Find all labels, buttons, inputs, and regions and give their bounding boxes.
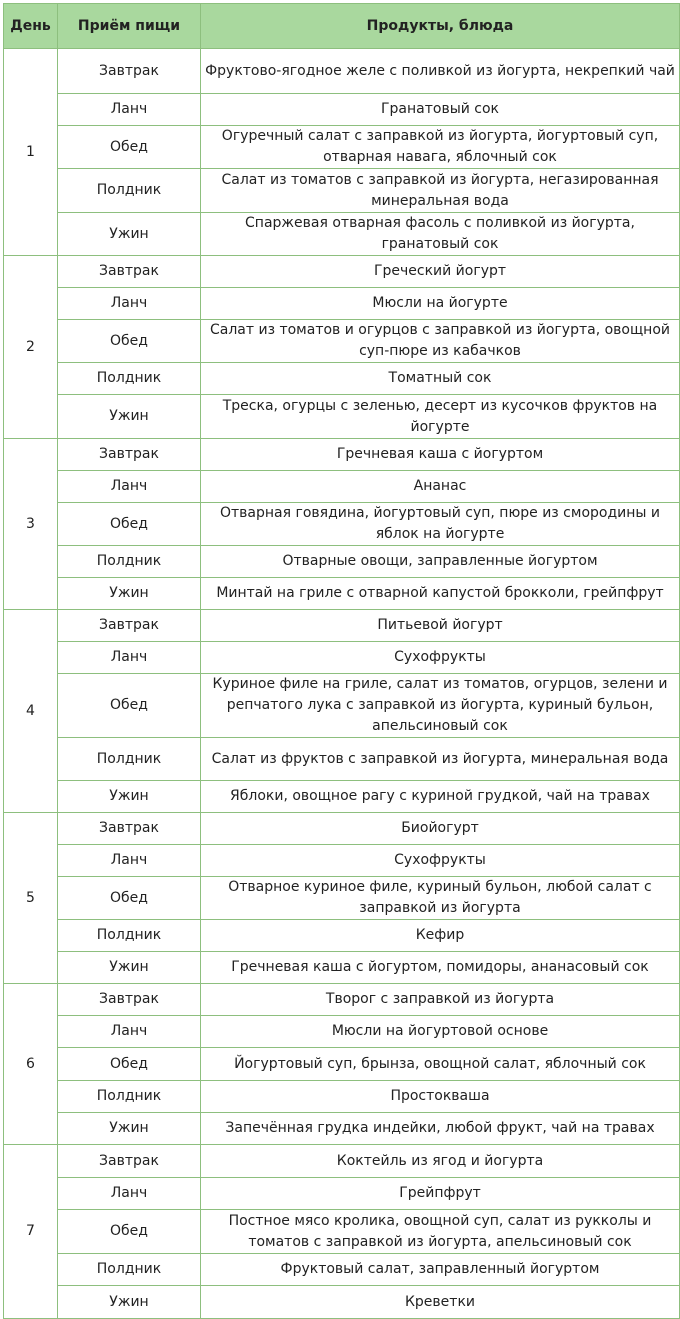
dish-description: Постное мясо кролика, овощной суп, салат из рукколы и томатов с заправкой из йогурта, апельсиновый сок — [201, 1210, 680, 1254]
dish-description: Ананас — [201, 471, 680, 503]
dish-description: Салат из томатов с заправкой из йогурта, негазированная минеральная вода — [201, 169, 680, 213]
meal-name: Обед — [58, 320, 201, 363]
meal-name: Завтрак — [58, 984, 201, 1016]
meal-name: Ланч — [58, 642, 201, 674]
day-number: 5 — [4, 813, 58, 984]
meal-name: Завтрак — [58, 439, 201, 471]
table-row — [4, 256, 680, 288]
meal-name: Полдник — [58, 546, 201, 578]
table-row — [4, 1016, 680, 1048]
day-number: 1 — [4, 49, 58, 256]
meal-name: Обед — [58, 877, 201, 920]
meal-name: Ужин — [58, 395, 201, 439]
table-row — [4, 1210, 680, 1254]
day-number: 3 — [4, 439, 58, 610]
dish-description: Отварное куриное филе, куриный бульон, любой салат с заправкой из йогурта — [201, 877, 680, 920]
meal-name: Завтрак — [58, 1145, 201, 1178]
table-row — [4, 1145, 680, 1178]
table-row — [4, 49, 680, 94]
meal-name: Ужин — [58, 578, 201, 610]
table-row — [4, 845, 680, 877]
dish-description: Коктейль из ягод и йогурта — [201, 1145, 680, 1178]
dish-description: Фруктово-ягодное желе с поливкой из йогурта, некрепкий чай — [201, 49, 680, 94]
dish-description: Творог с заправкой из йогурта — [201, 984, 680, 1016]
day-number: 2 — [4, 256, 58, 439]
meal-name: Ланч — [58, 94, 201, 126]
diet-menu-table — [3, 3, 680, 1319]
dish-description: Гречневая каша с йогуртом — [201, 439, 680, 471]
meal-name: Ланч — [58, 1178, 201, 1210]
meal-name: Ланч — [58, 1016, 201, 1048]
table-row — [4, 1286, 680, 1319]
table-body — [4, 49, 680, 1319]
dish-description: Салат из фруктов с заправкой из йогурта, минеральная вода — [201, 738, 680, 781]
dish-description: Грейпфрут — [201, 1178, 680, 1210]
meal-name: Ужин — [58, 781, 201, 813]
dish-description: Треска, огурцы с зеленью, десерт из кусочков фруктов на йогурте — [201, 395, 680, 439]
meal-name: Завтрак — [58, 256, 201, 288]
meal-name: Ужин — [58, 1286, 201, 1319]
dish-description: Фруктовый салат, заправленный йогуртом — [201, 1254, 680, 1286]
meal-name: Полдник — [58, 1254, 201, 1286]
meal-name: Обед — [58, 503, 201, 546]
dish-description: Сухофрукты — [201, 845, 680, 877]
dish-description: Питьевой йогурт — [201, 610, 680, 642]
table-row — [4, 213, 680, 256]
table-row — [4, 642, 680, 674]
table-row — [4, 1178, 680, 1210]
day-number: 7 — [4, 1145, 58, 1319]
dish-description: Запечённая грудка индейки, любой фрукт, чай на травах — [201, 1113, 680, 1145]
table-row — [4, 395, 680, 439]
table-row — [4, 920, 680, 952]
table-row — [4, 546, 680, 578]
dish-description: Томатный сок — [201, 363, 680, 395]
table-row — [4, 320, 680, 363]
table-row — [4, 126, 680, 169]
header-meal: Приём пищи — [58, 4, 201, 49]
table-row — [4, 288, 680, 320]
meal-name: Ужин — [58, 213, 201, 256]
dish-description: Йогуртовый суп, брынза, овощной салат, яблочный сок — [201, 1048, 680, 1081]
table-row — [4, 738, 680, 781]
table-row — [4, 952, 680, 984]
dish-description: Отварные овощи, заправленные йогуртом — [201, 546, 680, 578]
table-row — [4, 877, 680, 920]
dish-description: Гранатовый сок — [201, 94, 680, 126]
meal-name: Обед — [58, 1048, 201, 1081]
meal-name: Завтрак — [58, 610, 201, 642]
table-row — [4, 1048, 680, 1081]
dish-description: Мюсли на йогуртовой основе — [201, 1016, 680, 1048]
dish-description: Огуречный салат с заправкой из йогурта, йогуртовый суп, отварная навага, яблочный сок — [201, 126, 680, 169]
meal-name: Обед — [58, 1210, 201, 1254]
table-row — [4, 674, 680, 738]
table-row — [4, 578, 680, 610]
table-row — [4, 169, 680, 213]
dish-description: Мюсли на йогурте — [201, 288, 680, 320]
dish-description: Спаржевая отварная фасоль с поливкой из йогурта, гранатовый сок — [201, 213, 680, 256]
meal-name: Полдник — [58, 363, 201, 395]
dish-description: Яблоки, овощное рагу с куриной грудкой, чай на травах — [201, 781, 680, 813]
header-day: День — [4, 4, 58, 49]
table-row — [4, 439, 680, 471]
dish-description: Греческий йогурт — [201, 256, 680, 288]
table-row — [4, 471, 680, 503]
table-row — [4, 1081, 680, 1113]
dish-description: Сухофрукты — [201, 642, 680, 674]
meal-name: Ужин — [58, 952, 201, 984]
meal-name: Завтрак — [58, 49, 201, 94]
meal-name: Полдник — [58, 1081, 201, 1113]
dish-description: Салат из томатов и огурцов с заправкой из йогурта, овощной суп-пюре из кабачков — [201, 320, 680, 363]
table-row — [4, 813, 680, 845]
meal-name: Ланч — [58, 288, 201, 320]
meal-name: Завтрак — [58, 813, 201, 845]
dish-description: Кефир — [201, 920, 680, 952]
meal-name: Полдник — [58, 920, 201, 952]
table-row — [4, 781, 680, 813]
table-header-row — [4, 4, 680, 49]
dish-description: Простокваша — [201, 1081, 680, 1113]
meal-name: Полдник — [58, 738, 201, 781]
table-row — [4, 363, 680, 395]
meal-name: Обед — [58, 674, 201, 738]
table-row — [4, 1254, 680, 1286]
meal-name: Ужин — [58, 1113, 201, 1145]
table-row — [4, 984, 680, 1016]
table-row — [4, 610, 680, 642]
day-number: 6 — [4, 984, 58, 1145]
header-dishes: Продукты, блюда — [201, 4, 680, 49]
dish-description: Минтай на гриле с отварной капустой брокколи, грейпфрут — [201, 578, 680, 610]
meal-name: Обед — [58, 126, 201, 169]
table-row — [4, 1113, 680, 1145]
dish-description: Отварная говядина, йогуртовый суп, пюре из смородины и яблок на йогурте — [201, 503, 680, 546]
dish-description: Гречневая каша с йогуртом, помидоры, ананасовый сок — [201, 952, 680, 984]
table-row — [4, 503, 680, 546]
dish-description: Куриное филе на гриле, салат из томатов, огурцов, зелени и репчатого лука с заправкой из йогурта, куриный бульон, апельсиновый сок — [201, 674, 680, 738]
meal-name: Ланч — [58, 845, 201, 877]
dish-description: Креветки — [201, 1286, 680, 1319]
table-row — [4, 94, 680, 126]
day-number: 4 — [4, 610, 58, 813]
dish-description: Биойогурт — [201, 813, 680, 845]
meal-name: Полдник — [58, 169, 201, 213]
meal-name: Ланч — [58, 471, 201, 503]
